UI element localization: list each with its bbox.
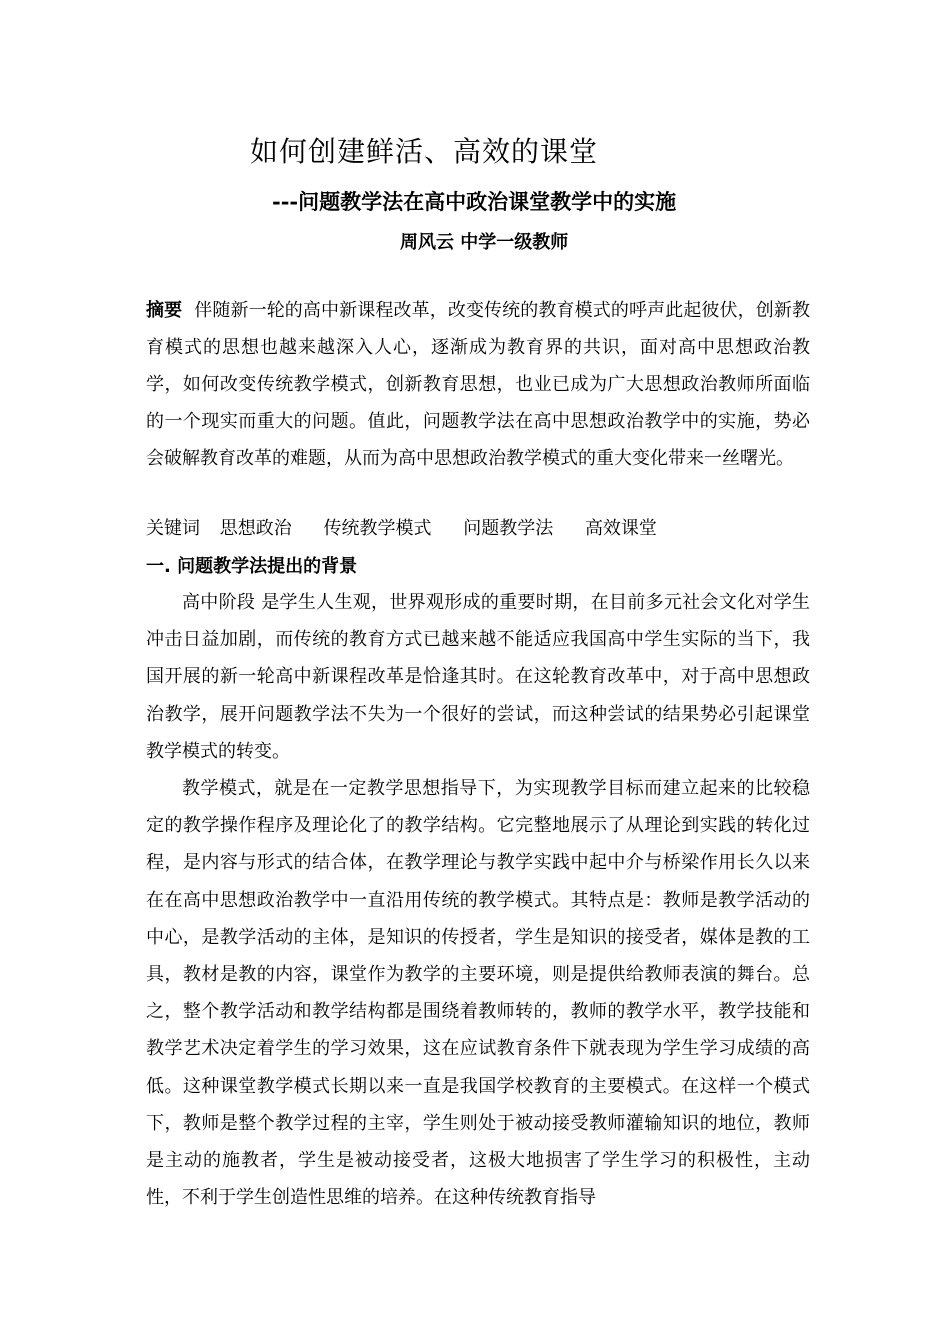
paragraph: 高中阶段 是学生人生观，世界观形成的重要时期，在目前多元社会文化对学生冲击日益加剧，而传统的教育方式已越来越不能适应我国高中学生实际的当下，我国开展的新一轮高中新课程改革是恰逢其时。在这轮教育改革中，对于高中思想政治教学，展开问题教学法不失为一个很好的尝试，而这种尝试的结果势必引起课堂教学模式的转变。 <box>146 592 810 762</box>
document-title: 如何创建鲜活、高效的课堂 <box>250 135 599 168</box>
section-heading: 一. 问题教学法提出的背景 <box>146 556 358 577</box>
keywords-label: 关键词 <box>146 518 200 539</box>
abstract-label: 摘要 <box>146 300 183 321</box>
paragraph: 教学模式，就是在一定教学思想指导下，为实现教学目标而建立起来的比较稳定的教学操作程序及理论化了的教学结构。它完整地展示了从理论到实践的转化过程，是内容与形式的结合体，在教学理论与教学实践中起中介与桥梁作用长久以来在在高中思想政治教学中一直沿用传统的教学模式。其特点是：教师是教学活动的中心，是教学活动的主体，是知识的传授者，学生是知识的接受者，媒体是教的工具，教材是教的内容，课堂作为教学的主要环境，则是提供给教师表演的舞台。总之，整个教学活动和教学结构都是围绕着教师转的，教师的教学水平，教学技能和教学艺术决定着学生的学习效果，这在应试教育条件下就表现为学生学习成绩的高低。这种课堂教学模式长期以来一直是我国学校教育的主要模式。在这样一个模式下，教师是整个教学过程的主宰，学生则处于被动接受教师灌输知识的地位，教师是主动的施教者，学生是被动接受者，这极大地损害了学生学习的积极性，主动性，不利于学生创造性思维的培养。在这种传统教育指导 <box>146 778 810 1209</box>
abstract-block <box>146 292 810 477</box>
author-line: 周风云 中学一级教师 <box>400 232 569 253</box>
document-subtitle: ---问题教学法在高中政治课堂教学中的实施 <box>272 189 677 214</box>
body-text <box>146 584 810 1216</box>
keywords-line <box>146 514 683 544</box>
keyword: 传统教学模式 <box>323 518 432 539</box>
keyword: 高效课堂 <box>584 518 657 539</box>
abstract-text: 伴随新一轮的高中新课程改革，改变传统的教育模式的呼声此起彼伏，创新教育模式的思想也越来越深入人心，逐渐成为教育界的共识，面对高中思想政治教学，如何改变传统教学模式，创新教育思想，也业已成为广大思想政治教师所面临的一个现实而重大的问题。值此，问题教学法在高中思想政治教学中的实施，势必会破解教育改革的难题，从而为高中思想政治教学模式的重大变化带来一丝曙光。 <box>146 300 811 469</box>
keyword: 思想政治 <box>219 518 292 539</box>
keyword: 问题教学法 <box>463 518 554 539</box>
